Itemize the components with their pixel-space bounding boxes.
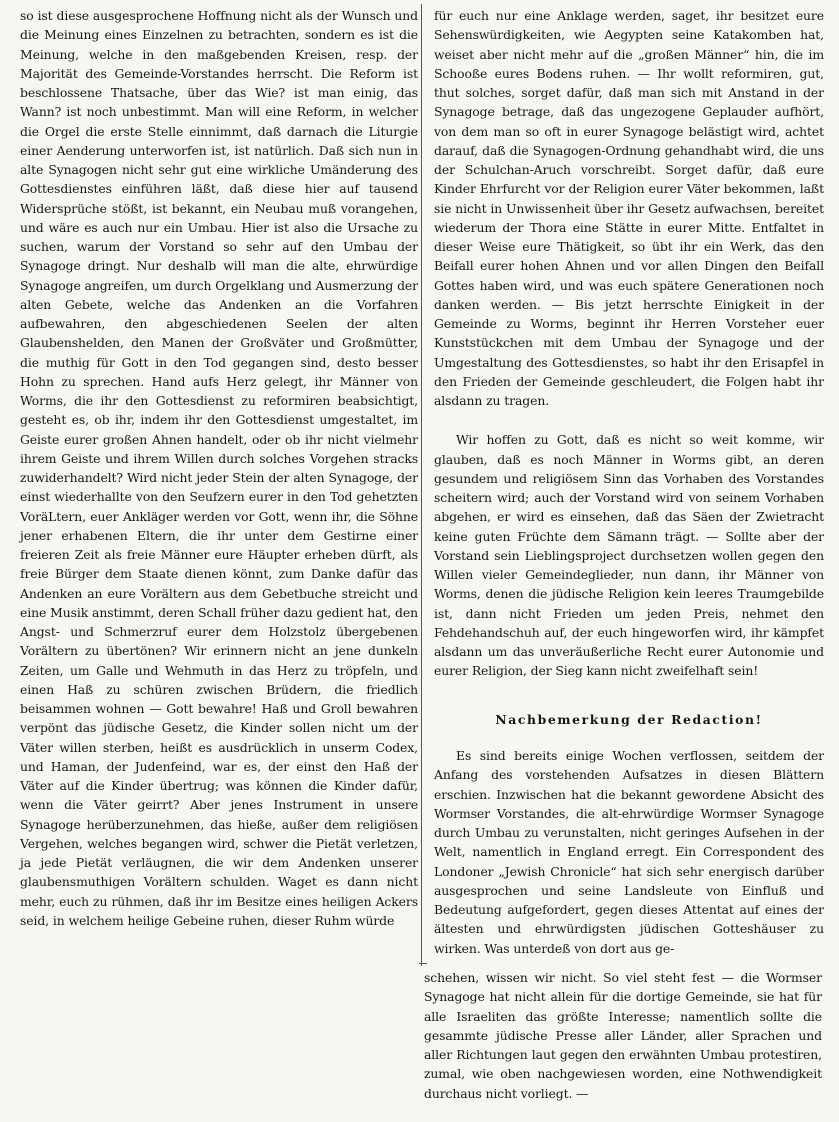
left-paragraph-1: so ist diese ausgesprochene Hoffnung nicht als der Wunsch und die Meinung eines Einzelnen zu betrachten, sondern es ist die Meinung, welche in den maßgebenden Kreisen, resp. der Majorität des Gemeinde-Vorstandes herrscht. Die Reform ist beschlossene Thatsache, über das Wie? ist man einig, das Wann? ist noch unbestimmt. Man will eine Reform, in welcher die Orgel die erste Stelle einnimmt, daß darnach die Liturgie einer Aenderung unterworfen ist, ist natürlich. Daß sich nun in alte Synagogen nicht sehr gut eine wirkliche Umänderung des Gottesdienstes einführen läßt, daß diese hier auf tausend Widersprüche stößt, ist bekannt, ein Neubau muß vorangehen, und wäre es auch nur ein Umbau. Hier ist also die Ursache zu suchen, warum der Vorstand so sehr auf den Umbau der Synagoge dringt. Nur deshalb will man die alte, ehrwürdige Synagoge angreifen, um durch Orgelklang und Ausmerzung der alten Gebete, welche das Andenken an die Vorfahren aufbewahren, den abgeschiedenen Seelen der alten Glaubenshelden, den Manen der Großväter und Großmütter, die muthig für Gott in den Tod gegangen sind, desto besser Hohn zu sprechen. Hand aufs Herz gelegt, ihr Männer von Worms, die ihr den Gottesdienst zu reformiren beabsichtigt, gesteht es, ob ihr, indem ihr den Gottesdienst umgestaltet, im Geiste eurer großen Ahnen handelt, oder ob ihr nicht vielmehr ihrem Geiste und ihrem Willen durch solches Vorgehen stracks zuwiderhandelt? Wird nicht jeder Stein der alten Synagoge, der einst wiederhallte von den Seufzern eurer in den Tod gehetzten VoräLtern, euer Ankläger werden vor Gott, wenn ihr, die Söhne jener erhabenen Eltern, die ihr unter dem Gestirne einer freieren Zeit als freie Männer eure Häupter erheben dürft, als freie Bürger dem Staate dienen könnt, zum Danke dafür das Andenken an eure Vorältern aus dem Gebetbuche streicht und eine Musik anstimmt, deren Schall früher dazu gedient hat, den Angst- und Schmerzruf eurer dem Holzstolz übergebenen Vorältern zu übertönen? Wir erinnern nicht an jene dunkeln Zeiten, um Galle und Wehmuth in das Herz zu tröpfeln, und einen Haß zu schüren zwischen Brüdern, die friedlich beisammen wohnen — Gott bewahre! Haß und Groll bewahren verpönt das jüdische Gesetz, die Kinder sollen nicht um der Väter willen sterben, heißt es ausdrücklich in unserm Codex, und Haman, der Judenfeind, war es, der einst den Haß der Väter auf die Kinder übertrug; was können die Kinder dafür, wenn die Väter geirrt? Aber jenes Instrument in unsere Synagoge herüberzunehmen, das hieße, außer dem religiösen Vergehen, welches begangen wird, schwer die Pietät verletzen, ja jede Pietät verläugnen, die wir dem Andenken unserer glaubensmuthigen Vorältern schulden. Waget es dann nicht mehr, euch zu rühmen, daß ihr im Besitze eines heiligen Ackers seid, in welchem heilige Gebeine ruhen, dieser Ruhm würde (20, 8, 418, 928)
left-column (20, 6, 418, 930)
editorial-note-heading: Nachbemerkung der Redaction! (495, 712, 763, 727)
column-divider-foot (419, 963, 427, 964)
right-paragraph-1: für euch nur eine Anklage werden, saget, ihr besitzet eure Sehenswürdigkeiten, wie Aegypten seine Katakomben hat, weiset aber nicht mehr auf die „großen Männer“ hin, die im Schooße eures Bodens ruhen. — Ihr wollt reformiren, gut, thut solches, sorget dafür, daß man sich mit Anstand in der Synagoge betrage, daß das ungezogene Geplauder aufhört, von dem man so oft in eurer Synagoge belästigt wird, achtet darauf, daß die Synagogen-Ordnung gehandhabt wird, die uns der Schulchan-Aruch vorschreibt. Sorget dafür, daß eure Kinder Ehrfurcht vor der Religion eurer Väter bekommen, laßt sie nicht in Unwissenheit über ihr Gesetz aufwachsen, bereitet wiederum der Thora eine Stätte in eurer Mitte. Entfaltet in dieser Weise eure Thätigkeit, so übt ihr ein Werk, das den Beifall eurer hohen Ahnen und vor allen Dingen den Beifall Gottes haben wird, und was euch spätere Generationen noch danken werden. — Bis jetzt herrschte Einigkeit in der Gemeinde zu Worms, beginnt ihr Herren Vorsteher euer Kunststückchen mit dem Umbau der Synagoge und der Umgestaltung des Gottesdienstes, so habt ihr den Erisapfel in den Frieden der Gemeinde geschleudert, die Folgen habt ihr alsdann zu tragen. (434, 8, 824, 408)
editorial-note (434, 746, 824, 958)
continuation-block (424, 968, 822, 1103)
column-divider (421, 4, 422, 966)
editorial-note-paragraph: Es sind bereits einige Wochen verflossen, seitdem der Anfang des vorstehenden Aufsatzes in diesen Blättern erschien. Inzwischen hat die bekannt gewordene Absicht des Wormser Vorstandes, die alt-ehrwürdige Wormser Synagoge durch Umbau zu verunstalten, nicht geringes Aufsehen in der Welt, namentlich in England erregt. Ein Correspondent des Londoner „Jewish Chronicle“ hat sich sehr energisch darüber ausgesprochen und seine Landsleute von Einfluß und Bedeutung aufgefordert, gegen dieses Attentat auf eines der ältesten und ehrwürdigsten jüdischen Gotteshäuser zu wirken. Was unterdeß von dort aus ge- (434, 748, 824, 956)
right-column (434, 6, 824, 681)
continuation-paragraph: schehen, wissen wir nicht. So viel steht fest — die Wormser Synagoge hat nicht allein für die dortige Gemeinde, sie hat für alle Israeliten das größte Interesse; namentlich sollte die gesammte jüdische Presse aller Länder, aller Sprachen und aller Richtungen laut gegen den erwähnten Umbau protestiren, zumal, wie oben nachgewiesen worden, eine Nothwendigkeit durchaus nicht vorliegt. — (424, 970, 822, 1101)
right-paragraph-2: Wir hoffen zu Gott, daß es nicht so weit komme, wir glauben, daß es noch Männer in Worms gibt, an deren gesundem und religiösem Sinn das Vorhaben des Vorstandes scheitern wird; auch der Vorstand wird von seinem Vorhaben abgehen, er wird es einsehen, daß das Säen der Zwietracht keine guten Früchte dem Sämann trägt. — Sollte aber der Vorstand sein Lieblingsproject durchsetzen wollen gegen den Willen vieler Gemeindeglieder, nun dann, ihr Männer von Worms, denen die jüdische Religion kein leeres Traumgebilde ist, dann nicht Frieden um jeden Preis, nehmet den Fehdehandschuh auf, der euch hingeworfen wird, ihr kämpfet alsdann um das unveräußerliche Recht eurer Autonomie und eurer Religion, der Sieg kann nicht zweifelhaft sein! (434, 432, 824, 679)
